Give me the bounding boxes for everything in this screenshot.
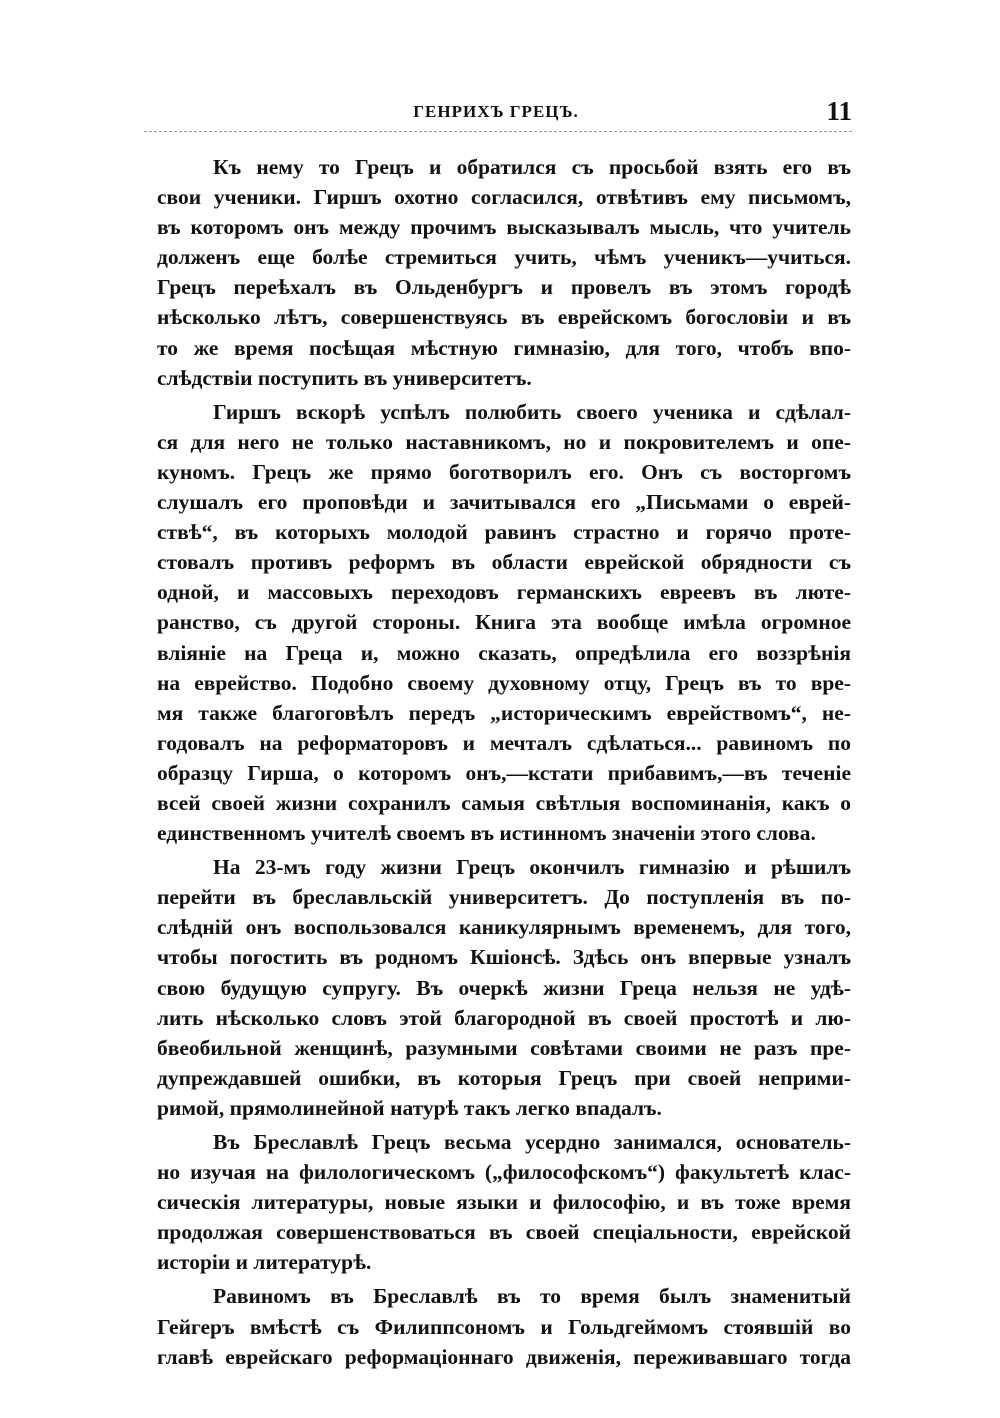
- body-text: [157, 152, 851, 1372]
- text-line: чтобы погостить въ родномъ Кшіонсѣ. Здѣсь онъ впервые узналъ: [157, 945, 851, 970]
- text-line: то же время посѣщая мѣстную гимназію, для того, чтобъ впо-: [157, 335, 851, 360]
- text-line: дупреждавшей ошибки, въ которыя Грецъ при своей неприми-: [157, 1065, 851, 1090]
- text-line: стовалъ противъ реформъ въ области еврейской обрядности съ: [157, 550, 851, 575]
- page-number: 11: [826, 96, 852, 126]
- text-line: перейти въ бреславльскій университетъ. До поступленія въ по-: [157, 885, 851, 910]
- paragraph-5: [157, 1281, 851, 1371]
- text-line: единственномъ учителѣ своемъ въ истинномъ значеніи этого слова.: [157, 821, 816, 846]
- text-line: Къ нему то Грецъ и обратился съ просьбой взять его въ: [213, 155, 851, 179]
- paragraph-3: [157, 852, 851, 1123]
- text-line: одной, и массовыхъ переходовъ германскихъ евреевъ въ люте-: [157, 580, 851, 605]
- text-line: Грецъ переѣхалъ въ Ольденбургъ и провелъ въ этомъ городѣ: [157, 275, 851, 300]
- text-line: Гейгеръ вмѣстѣ съ Филиппсономъ и Гольдгеймомъ стоявшій во: [157, 1314, 851, 1339]
- text-line: на еврейство. Подобно своему духовному отцу, Грецъ въ то вре-: [157, 670, 851, 695]
- text-line: куномъ. Грецъ же прямо боготворилъ его. Онъ съ восторгомъ: [157, 459, 851, 484]
- text-line: слѣдствіи поступить въ университетъ.: [157, 365, 532, 390]
- paragraph-2: [157, 397, 851, 848]
- text-line: сическія литературы, новые языки и философію, и въ тоже время: [157, 1190, 851, 1215]
- text-line: ранство, съ другой стороны. Книга эта вообще имѣла огромное: [157, 610, 851, 635]
- text-line: ся для него не только наставникомъ, но и покровителемъ и опе-: [157, 429, 851, 454]
- text-line: свои ученики. Гиршъ охотно согласился, отвѣтивъ ему письмомъ,: [157, 185, 851, 210]
- text-line: слѣдній онъ воспользовался каникулярнымъ временемъ, для того,: [157, 915, 851, 940]
- text-line: слушалъ его проповѣди и зачитывался его „Письмами о еврей-: [157, 490, 851, 515]
- text-line: въ которомъ онъ между прочимъ высказывалъ мысль, что учитель: [157, 215, 851, 240]
- text-line: годовалъ на реформаторовъ и мечталъ сдѣлаться... равиномъ по: [157, 730, 851, 755]
- running-title: ГЕНРИХЪ ГРЕЦЪ.: [413, 102, 579, 121]
- text-line: вліяніе на Греца и, можно сказать, опредѣлила его воззрѣнія: [157, 640, 851, 665]
- text-line: долженъ еще болѣе стремиться учить, чѣмъ ученикъ—учиться.: [157, 245, 851, 270]
- text-line: главѣ еврейскаго реформаціоннаго движенія, переживавшаго тогда: [157, 1344, 851, 1369]
- text-line: Гиршъ вскорѣ успѣлъ полюбить своего ученика и сдѣлал-: [213, 399, 851, 424]
- paragraph-1: [157, 152, 851, 393]
- text-line: римой, прямолинейной натурѣ такъ легко впадалъ.: [157, 1095, 662, 1120]
- text-line: На 23-мъ году жизни Грецъ окончилъ гимназію и рѣшилъ: [213, 855, 851, 880]
- text-line: всей своей жизни сохранилъ самыя свѣтлыя воспоминанія, какъ о: [157, 790, 851, 815]
- text-line: бвеобильной женщинѣ, разумными совѣтами своими не разъ пре-: [157, 1035, 851, 1060]
- text-line: но изучая на филологическомъ („философскомъ“) факультетѣ клас-: [157, 1160, 851, 1185]
- paragraph-4: [157, 1127, 851, 1277]
- running-head: [140, 96, 852, 136]
- text-line: нѣсколько лѣтъ, совершенствуясь въ еврейскомъ богословіи и въ: [157, 305, 851, 330]
- text-line: продолжая совершенствоваться въ своей спеціальности, еврейской: [157, 1220, 851, 1245]
- text-line: свою будущую супругу. Въ очеркѣ жизни Греца нельзя не удѣ-: [157, 975, 851, 1000]
- text-line: мя также благоговѣлъ передъ „историческимъ еврействомъ“, не-: [157, 700, 851, 725]
- text-line: Въ Бреславлѣ Грецъ весьма усердно занимался, основатель-: [213, 1130, 851, 1154]
- text-line: исторіи и литературѣ.: [157, 1250, 372, 1275]
- text-line: ствѣ“, въ которыхъ молодой равинъ страстно и горячо проте-: [157, 520, 851, 545]
- text-line: лить нѣсколько словъ этой благородной въ своей простотѣ и лю-: [157, 1005, 851, 1030]
- header-rule: [144, 131, 852, 132]
- text-line: образцу Гирша, о которомъ онъ,—кстати прибавимъ,—въ теченіе: [157, 760, 851, 785]
- text-line: Равиномъ въ Бреславлѣ въ то время былъ знаменитый: [213, 1284, 851, 1309]
